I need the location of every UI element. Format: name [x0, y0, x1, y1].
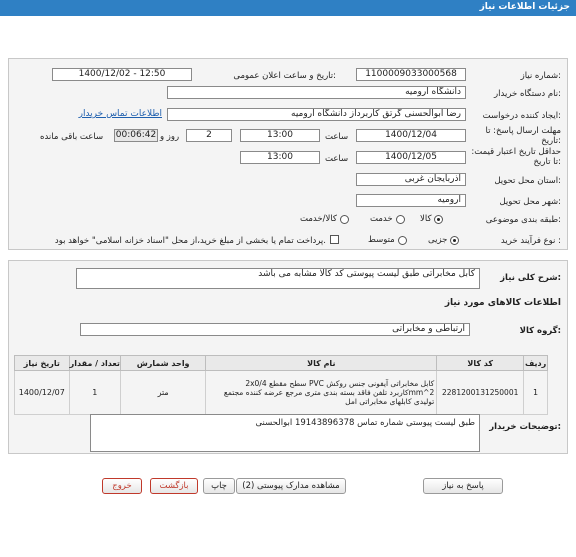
- goods-title: اطلاعات کالاهای مورد نیاز: [444, 298, 561, 308]
- exit-button[interactable]: خروج: [102, 478, 142, 494]
- province-field: آذربایجان غربی: [356, 173, 466, 186]
- deadline-time-field: 13:00: [240, 129, 320, 142]
- buyer-notes-label: توضیحات خریدار:: [489, 422, 561, 432]
- remaining-label: ساعت باقی مانده: [40, 132, 104, 142]
- days-label: روز و: [160, 132, 180, 142]
- goods-table: [14, 355, 548, 415]
- validity-time-field: 13:00: [240, 151, 320, 164]
- buyer-notes-field: طبق لیست پیوستی شماره تماس 19143896378 ابوالحسنی: [90, 414, 480, 452]
- deadline-label: مهلت ارسال پاسخ: تا تاریخ:: [485, 126, 561, 146]
- column-header-unit: واحد شمارش: [120, 356, 205, 371]
- city-label: شهر محل تحویل:: [499, 197, 561, 207]
- deadline-time-label: ساعت: [325, 132, 349, 142]
- column-header-index: ردیف: [524, 356, 548, 371]
- reply-button[interactable]: پاسخ به نیاز: [423, 478, 503, 494]
- payment-checkbox[interactable]: [330, 235, 339, 244]
- summary-field: کابل مخابراتی طبق لیست پیوستی کد کالا مشابه می باشد: [76, 268, 480, 289]
- days-field: 2: [186, 129, 232, 142]
- need-number-label: شماره نیاز:: [520, 71, 561, 81]
- group-field: ارتباطی و مخابراتی: [80, 323, 470, 336]
- category-option-service[interactable]: خدمت: [370, 214, 405, 224]
- deadline-date-field: 1400/12/04: [356, 129, 466, 142]
- cell-code: 2281200131250001: [437, 371, 524, 415]
- announce-label: تاریخ و ساعت اعلان عمومی:: [233, 71, 336, 81]
- cell-name: کابل مخابراتی آیفونی جنس روکش PVC سطح مقطع 2x0/4 mm^2کاربرد تلفن فاقد بسته بندی متری مرجع عرضه کننده مجتمع تولیدی کابلهای مخابراتی امل: [206, 371, 437, 415]
- category-option-goods-service[interactable]: کالا/خدمت: [300, 214, 349, 224]
- cell-date: 1400/12/07: [15, 371, 70, 415]
- creator-label: ایجاد کننده درخواست:: [482, 111, 561, 121]
- group-label: گروه کالا:: [519, 326, 561, 336]
- page-header: [0, 0, 576, 16]
- cell-unit: متر: [120, 371, 205, 415]
- print-button[interactable]: چاپ: [203, 478, 235, 494]
- column-header-qty: تعداد / مقدار: [69, 356, 120, 371]
- validity-label: حداقل تاریخ اعتبار قیمت: تا تاریخ:: [471, 147, 561, 167]
- radio-icon[interactable]: [396, 215, 405, 224]
- buyer-org-label: نام دستگاه خریدار:: [494, 89, 561, 99]
- column-header-name: نام کالا: [206, 356, 437, 371]
- payment-note: پرداخت تمام یا بخشی از مبلغ خرید،از محل "اسناد خزانه اسلامی" خواهد بود.: [54, 236, 326, 246]
- attachments-button[interactable]: مشاهده مدارک پیوستی (2): [236, 478, 346, 494]
- contact-info-link[interactable]: اطلاعات تماس خریدار: [78, 109, 162, 119]
- radio-icon[interactable]: [450, 236, 459, 245]
- need-number-field: 1100009033000568: [356, 68, 466, 81]
- city-field: ارومیه: [356, 194, 466, 207]
- cell-index: 1: [524, 371, 548, 415]
- validity-time-label: ساعت: [325, 154, 349, 164]
- creator-field: رضا ابوالحسنی گرتق کاربرداز دانشگاه ارومیه: [167, 108, 466, 121]
- cell-qty: 1: [69, 371, 120, 415]
- process-label: نوع فرآیند خرید :: [500, 236, 561, 246]
- summary-label: شرح کلی نیاز:: [500, 273, 561, 283]
- column-header-date: تاریخ نیاز: [15, 356, 70, 371]
- remaining-time-field: 00:06:42: [115, 130, 157, 140]
- radio-icon[interactable]: [434, 215, 443, 224]
- page-title: جزئیات اطلاعات نیاز: [479, 2, 570, 12]
- table-row: [15, 371, 548, 415]
- process-option-minor[interactable]: جزیی: [428, 235, 459, 245]
- province-label: استان محل تحویل:: [494, 176, 561, 186]
- category-label: طبقه بندی موضوعی:: [485, 215, 561, 225]
- category-option-goods[interactable]: کالا: [420, 214, 443, 224]
- column-header-code: کد کالا: [437, 356, 524, 371]
- validity-date-field: 1400/12/05: [356, 151, 466, 164]
- process-option-medium[interactable]: متوسط: [368, 235, 407, 245]
- announce-field: 1400/12/02 - 12:50: [52, 68, 192, 81]
- back-button[interactable]: بازگشت: [150, 478, 198, 494]
- radio-icon[interactable]: [398, 236, 407, 245]
- table-header-row: [15, 356, 548, 371]
- buyer-org-field: دانشگاه ارومیه: [167, 86, 466, 99]
- radio-icon[interactable]: [340, 215, 349, 224]
